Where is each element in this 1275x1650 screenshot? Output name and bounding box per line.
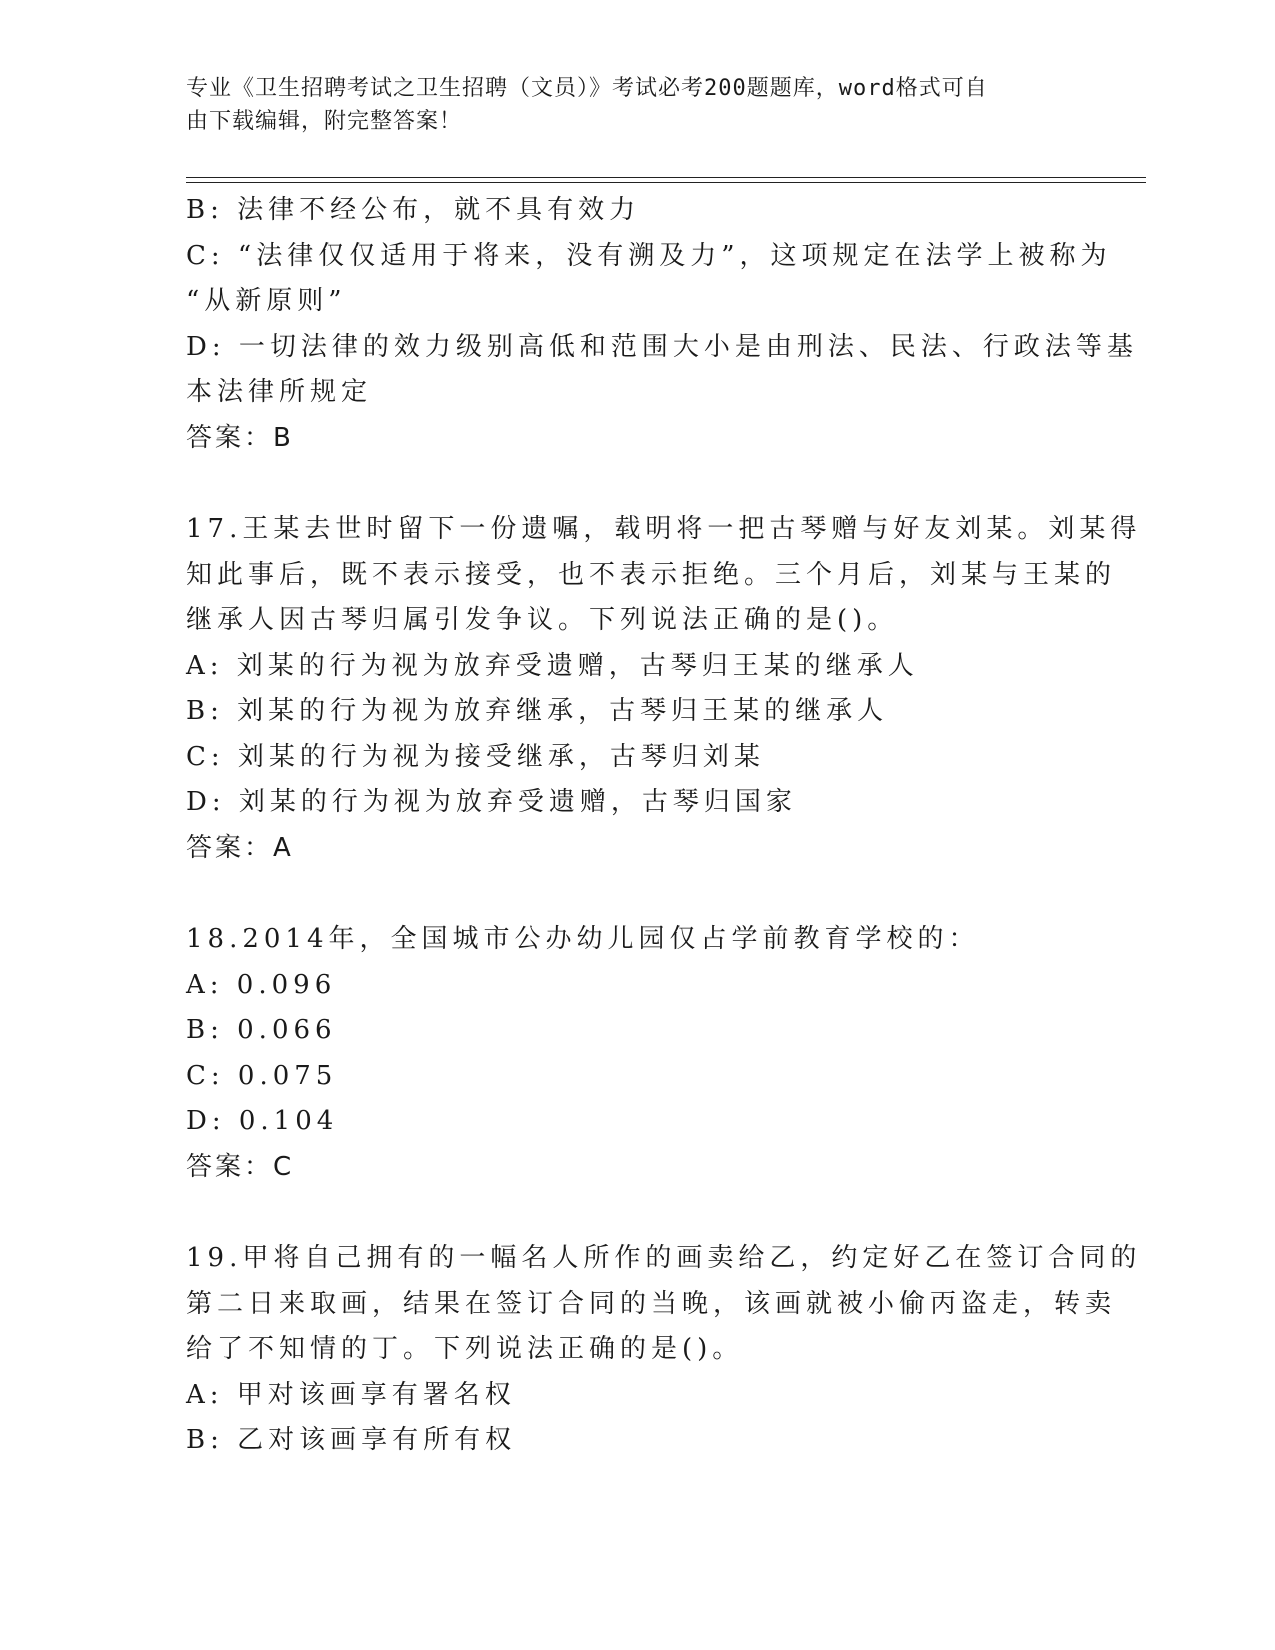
option-a: A: 甲对该画享有署名权 xyxy=(186,1379,516,1410)
document-body xyxy=(186,188,1142,1464)
option-b: B: 0.066 xyxy=(186,1015,337,1045)
question-stem-line-3: 继承人因古琴归属引发争议。下列说法正确的是()。 xyxy=(186,605,899,635)
question-stem-line-2: 第二日来取画，结果在签订合同的当晚，该画就被小偷丙盗走，转卖 xyxy=(186,1288,1117,1319)
option-c: C: 刘某的行为视为接受继承，古琴归刘某 xyxy=(186,741,765,772)
header-line-2: 由下载编辑，附完整答案！ xyxy=(186,109,463,134)
header-divider-top xyxy=(186,177,1146,178)
option-d-line-2: 本法律所规定 xyxy=(186,377,373,407)
option-d-line-1: D: 一切法律的效力级别高低和范围大小是由刑法、民法、行政法等基 xyxy=(186,331,1138,362)
question-16 xyxy=(186,188,1138,461)
document-header xyxy=(186,72,1086,138)
question-stem: 18.2014年，全国城市公办幼儿园仅占学前教育学校的： xyxy=(186,924,980,954)
question-stem-line-1: 17.王某去世时留下一份遗嘱，载明将一把古琴赠与好友刘某。刘某得 xyxy=(186,514,1142,544)
option-d: D: 刘某的行为视为放弃受遗赠，古琴归国家 xyxy=(186,787,797,817)
option-c: C: 0.075 xyxy=(186,1060,338,1091)
option-c-line-1: C: “法律仅仅适用于将来，没有溯及力”，这项规定在法学上被称为 xyxy=(186,240,1112,271)
header-line-1: 专业《卫生招聘考试之卫生招聘（文员）》考试必考200题题库，word格式可自 xyxy=(186,76,988,101)
answer: 答案：B xyxy=(186,422,294,453)
answer: 答案：A xyxy=(186,832,294,863)
option-b: B: 乙对该画享有所有权 xyxy=(186,1425,517,1455)
option-a: A: 刘某的行为视为放弃受遗赠，古琴归王某的继承人 xyxy=(186,650,919,681)
option-c-line-2: “从新原则” xyxy=(186,286,347,316)
option-d: D: 0.104 xyxy=(186,1106,339,1136)
question-19 xyxy=(186,1236,1142,1464)
question-stem-line-3: 给了不知情的丁。下列说法正确的是()。 xyxy=(186,1334,744,1364)
answer: 答案：C xyxy=(186,1151,295,1182)
header-divider-bottom xyxy=(186,182,1146,183)
option-a: A: 0.096 xyxy=(186,969,337,1000)
option-b: B: 刘某的行为视为放弃继承，古琴归王某的继承人 xyxy=(186,696,889,726)
question-stem-line-1: 19.甲将自己拥有的一幅名人所作的画卖给乙，约定好乙在签订合同的 xyxy=(186,1243,1142,1273)
question-stem-line-2: 知此事后，既不表示接受，也不表示拒绝。三个月后，刘某与王某的 xyxy=(186,559,1117,590)
question-17 xyxy=(186,507,1142,871)
option-b: B: 法律不经公布，就不具有效力 xyxy=(186,195,641,225)
question-18 xyxy=(186,917,1086,1190)
